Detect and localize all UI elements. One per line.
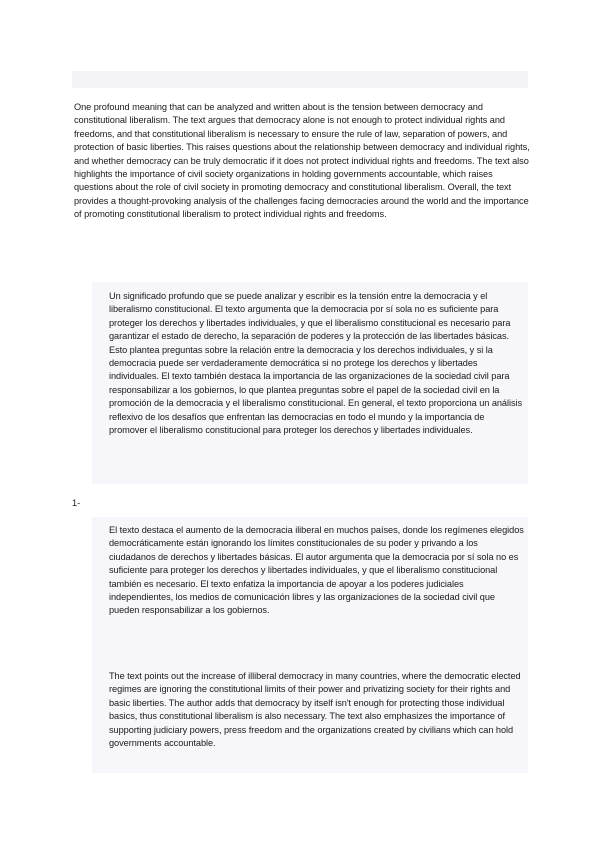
header-bar <box>72 71 528 88</box>
intro-english-paragraph: One profound meaning that can be analyzed and written about is the tension between democracy and constitutional liberalism. The text argues that democracy alone is not enough to protect individual rights and freedoms, and that constitutional liberalism is necessary to ensure the rule of law, separation of powers, and protection of basic liberties. This raises questions about the relationship between democracy and individual rights, and whether democracy can be truly democratic if it does not protect individual rights and freedoms. The text also highlights the importance of civil society organizations in holding governments accountable, which raises questions about the role of civil society in promoting democracy and constitutional liberalism. Overall, the text provides a thought-provoking analysis of the challenges facing democracies around the world and the importance of promoting constitutional liberalism to protect individual rights and freedoms. <box>74 102 530 220</box>
summary-english-paragraph: The text points out the increase of illiberal democracy in many countries, where the democratic elected regimes are ignoring the constitutional limits of their power and privatizing society for their rights and basic liberties. The author adds that democracy by itself isn't enough for protecting those individual basics, thus constitutional liberalism is also necessary. The text also emphasizes the importance of supporting judiciary powers, press freedom and the organizations created by civilians which can hold governments accountable. <box>109 671 521 749</box>
intro-spanish-paragraph: Un significado profundo que se puede analizar y escribir es la tensión entre la democracia y el liberalismo constitucional. El texto argumenta que la democracia por sí sola no es suficiente para proteger los derechos y libertades individuales, y que el liberalismo constitucional es necesario para garantizar el estado de derecho, la separación de poderes y la protección de las libertades básicas. Esto plantea preguntas sobre la relación entre la democracia y los derechos individuales, y si la democracia puede ser verdaderamente democrática si no protege los derechos y libertades individuales. El texto también destaca la importancia de las organizaciones de la sociedad civil para responsabilizar a los gobiernos, lo que plantea preguntas sobre el papel de la sociedad civil en la promoción de la democracia y el liberalismo constitucional. En general, el texto proporciona un análisis reflexivo de los desafíos que enfrentan las democracias en todo el mundo y la importancia de promover el liberalismo constitucional para proteger los derechos y libertades individuales. <box>109 291 523 436</box>
item-number: 1- <box>72 498 81 508</box>
summary-spanish-paragraph: El texto destaca el aumento de la democracia iliberal en muchos países, donde los regímenes elegidos democráticamente están ignorando los límites constitucionales de su poder y privando a los ciudadanos de derechos y libertades básicas. El autor argumenta que la democracia por sí sola no es suficiente para proteger los derechos y libertades individuales, y que el liberalismo constitucional también es necesario. El texto enfatiza la importancia de apoyar a los poderes judiciales independientes, los medios de comunicación libres y las organizaciones de la sociedad civil que pueden responsabilizar a los gobiernos. <box>109 525 524 616</box>
